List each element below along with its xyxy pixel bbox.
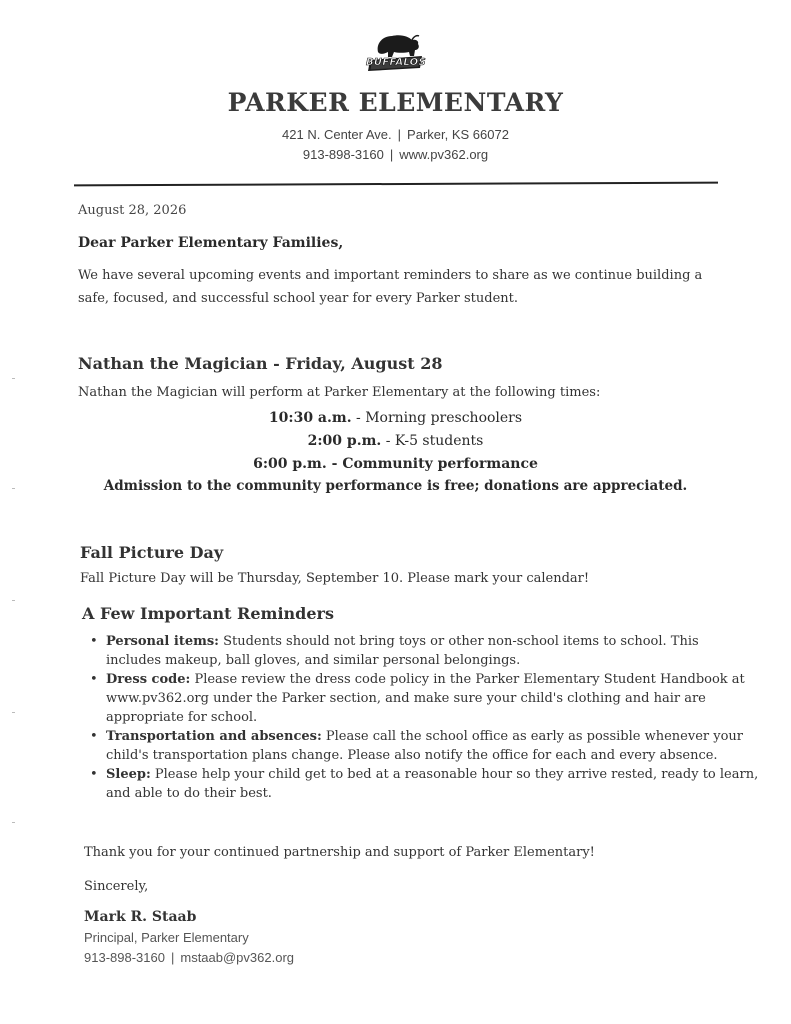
scan-speck xyxy=(12,712,15,713)
reminder-text: and able to do their best. xyxy=(106,786,272,801)
reminder-text: www.pv362.org under the Parker section, and make sure your child's clothing and hair are xyxy=(106,691,706,706)
list-item xyxy=(90,765,759,803)
logo-text: BUFFALOS xyxy=(366,57,426,68)
school-name: PARKER ELEMENTARY xyxy=(227,88,564,117)
schedule-desc: Community performance xyxy=(342,456,538,472)
intro-line-1: We have several upcoming events and important reminders to share as we continue building a xyxy=(78,268,703,283)
reminder-text: Please help your child get to bed at a reasonable hour so they arrive rested, ready to learn, xyxy=(150,767,759,782)
schedule-desc: Morning preschoolers xyxy=(365,410,523,426)
buffalo-icon xyxy=(362,30,430,76)
scan-speck xyxy=(12,822,15,823)
contact-line xyxy=(0,147,791,162)
schedule-time: 6:00 p.m. xyxy=(253,456,327,472)
bullet-icon: • xyxy=(90,634,98,649)
signer-name: Mark R. Staab xyxy=(84,909,197,925)
schedule-desc: K-5 students xyxy=(394,433,484,449)
bullet-icon: • xyxy=(90,767,98,782)
scan-speck xyxy=(12,600,15,601)
schedule-row xyxy=(0,433,791,449)
thank-you-text: Thank you for your continued partnership and support of Parker Elementary! xyxy=(84,845,595,860)
reminder-text: appropriate for school. xyxy=(106,710,258,725)
reminder-text: includes makeup, ball gloves, and similar personal belongings. xyxy=(106,653,521,668)
list-item xyxy=(90,670,745,727)
address-street: 421 N. Center Ave. xyxy=(282,127,392,142)
buffalo-logo xyxy=(362,30,430,76)
signer-phone: 913-898-3160 xyxy=(84,950,165,965)
reminders-list xyxy=(90,632,759,803)
reminder-text: child's transportation plans change. Please also notify the office for each and every absence. xyxy=(106,748,718,763)
reminder-text: Please call the school office as early as possible whenever your xyxy=(321,729,743,744)
magician-intro: Nathan the Magician will perform at Parker Elementary at the following times: xyxy=(78,385,601,400)
reminder-text: Please review the dress code policy in the Parker Elementary Student Handbook at xyxy=(190,672,745,687)
greeting: Dear Parker Elementary Families, xyxy=(78,235,344,251)
address-city: Parker, KS 66072 xyxy=(407,127,509,142)
signer-contact xyxy=(84,950,294,965)
intro-line-2: safe, focused, and successful school year for every Parker student. xyxy=(78,291,518,306)
schedule-time: 10:30 a.m. xyxy=(268,410,352,426)
admission-note: Admission to the community performance is free; donations are appreciated. xyxy=(103,478,688,494)
reminders-heading: A Few Important Reminders xyxy=(82,604,334,623)
school-phone: 913-898-3160 xyxy=(302,147,384,162)
scan-speck xyxy=(12,378,15,379)
reminder-label: Dress code: xyxy=(106,672,191,687)
reminder-label: Sleep: xyxy=(106,767,151,782)
picture-day-heading: Fall Picture Day xyxy=(80,543,224,562)
separator: | xyxy=(389,147,394,162)
picture-day-text: Fall Picture Day will be Thursday, September 10. Please mark your calendar! xyxy=(80,571,590,586)
address-line xyxy=(0,127,791,142)
scan-speck xyxy=(12,488,15,489)
schedule-time: 2:00 p.m. xyxy=(307,433,382,449)
signer-title: Principal, Parker Elementary xyxy=(84,930,249,945)
bullet-icon: • xyxy=(90,729,98,744)
bullet-icon: • xyxy=(90,672,98,687)
magician-heading: Nathan the Magician - Friday, August 28 xyxy=(78,354,443,373)
schedule-dash: - xyxy=(356,410,361,426)
list-item xyxy=(90,632,740,670)
header-divider xyxy=(74,182,718,187)
schedule-row xyxy=(0,410,791,426)
list-item xyxy=(90,727,743,765)
schedule-dash: - xyxy=(331,456,338,472)
letter-date: August 28, 2026 xyxy=(78,203,187,218)
signer-email: mstaab@pv362.org xyxy=(180,950,295,965)
reminder-label: Personal items: xyxy=(106,634,219,649)
schedule-dash: - xyxy=(385,433,391,449)
signoff: Sincerely, xyxy=(84,879,149,894)
schedule-row xyxy=(0,456,791,472)
reminder-text: Students should not bring toys or other non-school items to school. This xyxy=(218,634,699,649)
separator: | xyxy=(397,127,402,142)
reminder-label: Transportation and absences: xyxy=(106,729,322,744)
school-website: www.pv362.org xyxy=(399,147,489,162)
separator: | xyxy=(170,950,175,965)
